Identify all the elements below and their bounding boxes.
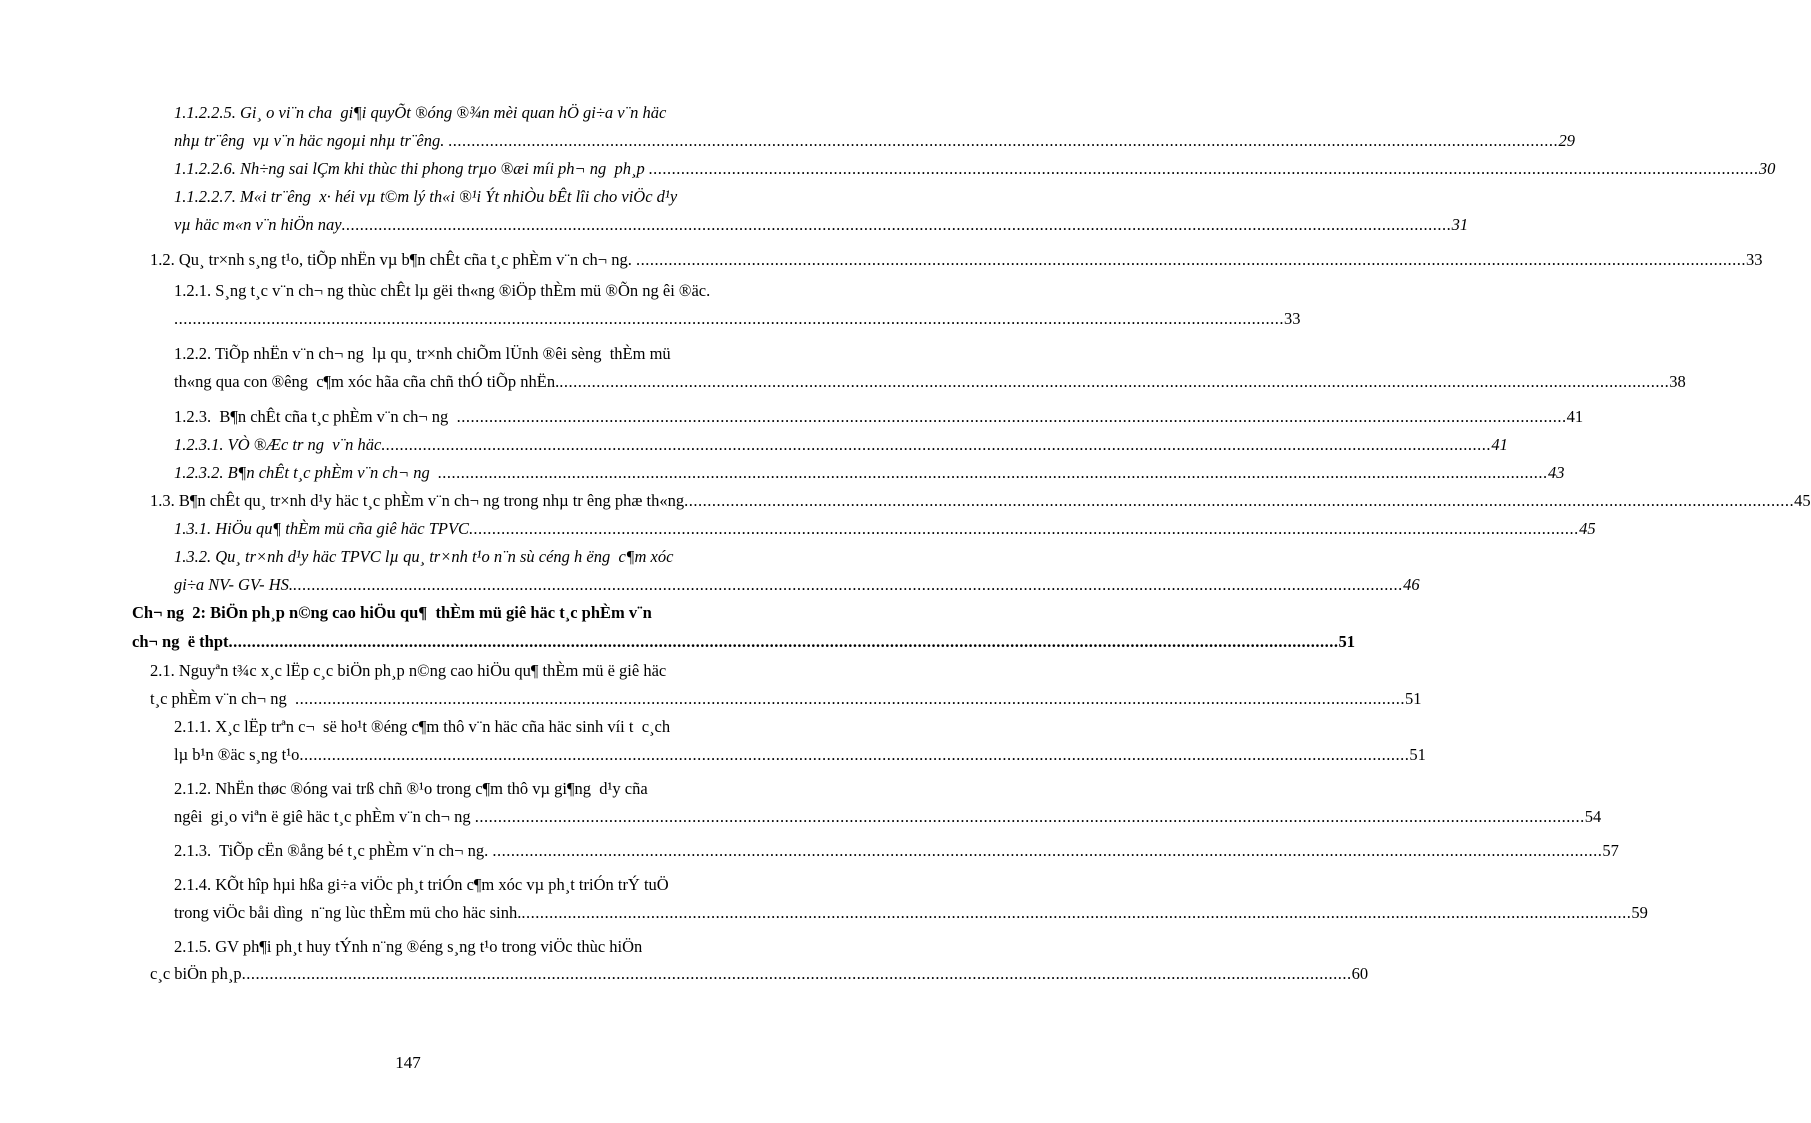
toc-entry [174, 158, 1776, 180]
toc-entry-title: 1.3. B¶n chÊt qu¸ tr×nh d¹y häc t¸c phÈm v¨n ch¬ ng trong nhµ tr êng phæ th«ng [150, 491, 685, 510]
toc-entry-title: th«ng qua con ®êng c¶m xóc hãa cña chñ thÓ tiÕp nhËn. [174, 372, 560, 391]
toc-entry [174, 186, 732, 208]
toc-entry-title: c¸c biÖn ph¸p [150, 964, 242, 983]
toc-entry-title: 1.2. Qu¸ tr×nh s¸ng t¹o, tiÕp nhËn vµ b¶n chÊt cña t¸c phÈm v¨n ch¬ ng. [150, 250, 636, 269]
toc-page-number: 51 [1404, 689, 1422, 708]
toc-entry-title: trong viÖc båi dìng n¨ng lùc thÈm mü cho häc sinh. [174, 903, 522, 922]
toc-entry [174, 434, 1508, 456]
toc-page-number: 51 [1338, 632, 1355, 651]
toc-entry [174, 371, 1686, 393]
toc-page-number: 31 [1451, 215, 1469, 234]
toc-entry-title: 1.1.2.2.5. Gi¸ o vi¨n cha gi¶i quyÕt ®óng ®¾n mèi quan hÖ gi÷a v¨n häc [174, 103, 667, 122]
toc-entry-title: nhµ tr¨êng vµ v¨n häc ngoµi nhµ tr¨êng. [174, 131, 449, 150]
toc-entry-title: 1.2.1. S¸ng t¸c v¨n ch¬ ng thùc chÊt lµ gëi th«ng ®iÖp thÈm mü ®Õn ng êi ®äc. [174, 281, 711, 300]
toc-entry [132, 631, 1355, 653]
toc-entry-title: 1.2.2. TiÕp nhËn v¨n ch¬ ng lµ qu¸ tr×nh chiÕm lÜnh ®êi sèng thÈm mü [174, 344, 671, 363]
toc-page-number: 51 [1409, 745, 1426, 764]
toc-leader-dots: ................................................................................................................................................................................................................................................ [438, 463, 1548, 482]
toc-entry-title: t¸c phÈm v¨n ch¬ ng [150, 689, 295, 708]
toc-page-number: 45 [1794, 491, 1811, 510]
toc-entry [174, 214, 1469, 236]
toc-leader-dots: ................................................................................................................................................................................................................................................ [293, 575, 1404, 594]
toc-entry-title: 2.1.3. TiÕp cËn ®ång bé t¸c phÈm v¨n ch¬ ng. [174, 841, 493, 860]
toc-entry-title: lµ b¹n ®äc s¸ng t¹o [174, 745, 300, 764]
toc-leader-dots: ................................................................................................................................................................................................................................................ [474, 807, 1585, 826]
toc-page-number: 41 [1491, 435, 1508, 454]
toc-leader-dots: ................................................................................................................................................................................................................................................ [635, 250, 1746, 269]
toc-entry [174, 462, 1565, 484]
toc-page-number: 33 [1745, 250, 1763, 269]
toc-leader-dots: ................................................................................................................................................................................................................................................ [456, 407, 1567, 426]
toc-leader-dots: ................................................................................................................................................................................................................................................ [294, 689, 1405, 708]
toc-page-number: 29 [1558, 131, 1575, 150]
toc-entry [174, 936, 732, 958]
toc-entry-title: gi÷a NV- GV- HS. [174, 575, 294, 594]
toc-entry-title: 2.1.4. KÕt hîp hµi hßa gi÷a viÖc ph¸t triÓn c¶m xóc vµ ph¸t triÓn trÝ tuÖ [174, 875, 669, 894]
toc-entry-title: 1.1.2.2.7. M«i tr¨êng x· héi vµ t©m lý th«i ®¹i Ýt nhiÒu bÊt lîi cho viÖc d¹y [174, 187, 678, 206]
toc-leader-dots: ................................................................................................................................................................................................................................................ [559, 372, 1670, 391]
toc-entry [174, 778, 732, 800]
toc-entry [174, 406, 1584, 428]
toc-page-number: 60 [1351, 964, 1369, 983]
toc-leader-dots: ................................................................................................................................................................................................................................................ [684, 491, 1795, 510]
toc-entry-title: 1.2.3. B¶n chÊt cña t¸c phÈm v¨n ch¬ ng [174, 407, 457, 426]
toc-entry [174, 130, 1575, 152]
toc-leader-dots: ................................................................................................................................................................................................................................................ [341, 215, 1452, 234]
toc-entry [174, 744, 1426, 766]
toc-leader-dots: ................................................................................................................................................................................................................................................ [228, 632, 1339, 651]
toc-page-number: 45 [1579, 519, 1596, 538]
toc-entry-title: 1.3.2. Qu¸ tr×nh d¹y häc TPVC lµ qu¸ tr×nh t¹o n¨n sù céng h ëng c¶m xóc [174, 547, 674, 566]
toc-entry [174, 343, 732, 365]
toc-entry [174, 574, 1420, 596]
page-number: 147 [395, 1053, 421, 1072]
toc-entry [174, 518, 1596, 540]
toc-entry [150, 963, 1369, 985]
toc-entry-title: 1.2.3.1. VÒ ®Æc tr ng v¨n häc [174, 435, 382, 454]
toc-entry [150, 688, 1422, 710]
toc-entry-title: 2.1.1. X¸c lËp trªn c¬ së ho¹t ®éng c¶m thô v¨n häc cña häc sinh víi t c¸ch [174, 717, 671, 736]
toc-entry-title: Ch¬ ng 2: BiÖn ph¸p n©ng cao hiÖu qu¶ thÈm mü giê häc t¸c phÈm v¨n [132, 603, 652, 622]
toc-entry-title: ch¬ ng ë thpt [132, 632, 229, 651]
toc-entry-title: 2.1.2. NhËn thøc ®óng vai trß chñ ®¹o trong c¶m thô vµ gi¶ng d¹y cña [174, 779, 648, 798]
toc-entry-title: 1.2.3.2. B¶n chÊt t¸c phÈm v¨n ch¬ ng [174, 463, 438, 482]
toc-entry [150, 660, 732, 682]
toc-entry [132, 602, 732, 624]
toc-page-number: 46 [1403, 575, 1420, 594]
toc-leader-dots: ................................................................................................................................................................................................................................................ [241, 964, 1352, 983]
toc-entry [174, 902, 1648, 924]
toc-entry [174, 102, 732, 124]
toc-page-number: 59 [1631, 903, 1648, 922]
toc-page-number: 57 [1602, 841, 1619, 860]
toc-entry-title: 1.1.2.2.6. Nh÷ng sai lÇm khi thùc thi phong trµo ®æi míi ph¬ ng ph¸p [174, 159, 649, 178]
toc-page-number: 33 [1284, 309, 1301, 328]
toc-entry [174, 874, 732, 896]
toc-page-number: 43 [1548, 463, 1565, 482]
toc-entry-title: 2.1.5. GV ph¶i ph¸t huy tÝnh n¨ng ®éng s¸ng t¹o trong viÖc thùc hiÖn [174, 937, 643, 956]
toc-entry [174, 840, 1619, 862]
toc-leader-dots: ................................................................................................................................................................................................................................................ [174, 309, 1284, 328]
toc-entry-title: 2.1. Nguyªn t¾c x¸c lËp c¸c biÖn ph¸p n©ng cao hiÖu qu¶ thÈm mü ë giê häc [150, 661, 667, 680]
toc-entry [174, 716, 732, 738]
toc-leader-dots: ................................................................................................................................................................................................................................................ [521, 903, 1632, 922]
toc-page-number: 38 [1669, 372, 1686, 391]
toc-page-number: 30 [1758, 159, 1776, 178]
toc-entry-title: ngêi gi¸o viªn ë giê häc t¸c phÈm v¨n ch¬ ng [174, 807, 475, 826]
toc-entry [150, 490, 1811, 512]
toc-entry [174, 280, 732, 302]
toc-leader-dots: ................................................................................................................................................................................................................................................ [448, 131, 1559, 150]
toc-entry-title: 1.3.1. HiÖu qu¶ thÈm mü cña giê häc TPVC [174, 519, 470, 538]
toc-entry [150, 249, 1763, 271]
toc-leader-dots: ................................................................................................................................................................................................................................................ [469, 519, 1580, 538]
toc-page-number: 54 [1584, 807, 1602, 826]
toc-entry [174, 546, 732, 568]
toc-leader-dots: ................................................................................................................................................................................................................................................ [492, 841, 1603, 860]
toc-entry-title: vµ häc m«n v¨n hiÖn nay [174, 215, 342, 234]
toc-leader-dots: ................................................................................................................................................................................................................................................ [299, 745, 1410, 764]
toc-entry [174, 806, 1602, 828]
toc-leader-dots: ................................................................................................................................................................................................................................................ [648, 159, 1759, 178]
toc-leader-dots: ................................................................................................................................................................................................................................................ [381, 435, 1492, 454]
toc-page-number: 41 [1566, 407, 1584, 426]
toc-entry [174, 308, 1301, 330]
